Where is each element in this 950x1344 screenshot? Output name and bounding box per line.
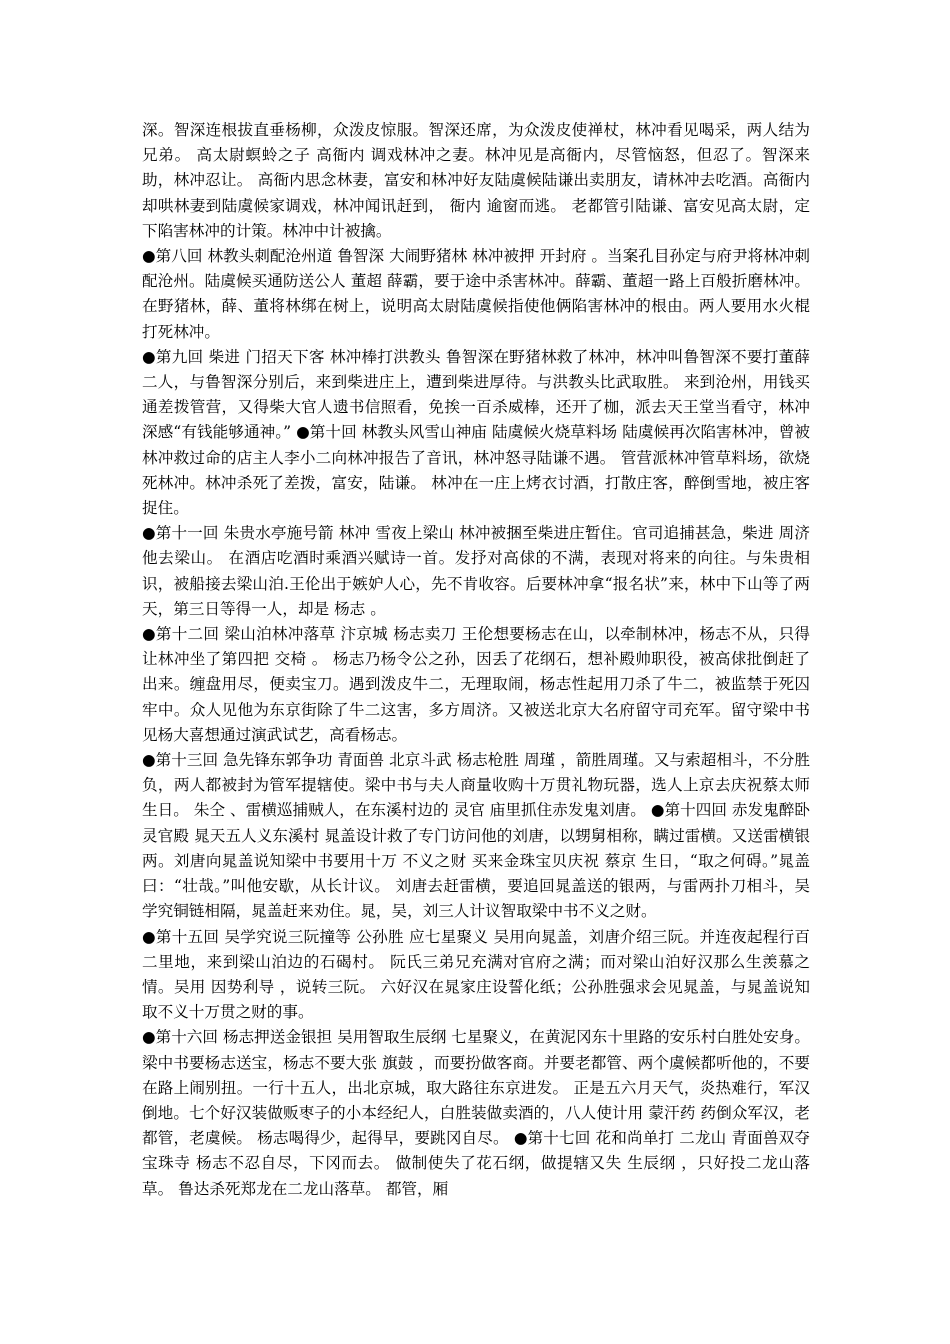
- paragraph-chapter-13-14: ●第十三回 急先锋东郭争功 青面兽 北京斗武 杨志枪胜 周瑾 ，箭胜周瑾。又与索超相斗，不分胜负，两人都被封为管军提辖使。梁中书与夫人商量收购十万贯礼物玩器，选人上京去庆祝蔡太师生日。 朱仝 、雷横巡捕贼人，在东溪村边的 灵官 庙里抓住赤发鬼刘唐。 ●第十四回 赤发鬼醉卧灵官殿 晁天五人义东溪村 晁盖设计救了专门访问他的刘唐，以甥舅相称，瞒过雷横。又送雷横银两。刘唐向晁盖说知梁中书要用十万 不义之财 买来金珠宝贝庆祝 蔡京 生日，“取之何碍。”晁盖曰：“壮哉。”叫他安歇，从长计议。 刘唐去赶雷横，要追回晁盖送的银两，与雷两扑刀相斗，吴学究铜链相隔，晁盖赶来劝住。晁，吴，刘三人计议智取梁中书不义之财。: [142, 751, 810, 921]
- paragraph-continuation: 深。智深连根拔直垂杨柳，众泼皮惊服。智深还席，为众泼皮使禅杖，林冲看见喝采，两人结为兄弟。 高太尉螟蛉之子 高衙内 调戏林冲之妻。林冲见是高衙内，尽管恼怒，但忍了。智深来助，林冲忍让。 高衙内思念林妻，富安和林冲好友陆虞候陆谦出卖朋友，请林冲去吃酒。高衙内却哄林妻到陆虞候家调戏，林冲闻讯赶到， 衙内 逾窗而逃。 老都管引陆谦、富安见高太尉，定下陷害林冲的计策。林冲中计被擒。: [142, 121, 810, 240]
- paragraph-chapter-16-17: ●第十六回 杨志押送金银担 吴用智取生辰纲 七星聚义，在黄泥冈东十里路的安乐村白胜处安身。 梁中书要杨志送宝，杨志不要大张 旗鼓 ，而要扮做客商。并要老都管、两个虞候都听他的，不要在路上闹别扭。一行十五人，出北京城，取大路往东京进发。 正是五六月天气，炎热难行，军汉倒地。七个好汉装做贩枣子的小本经纪人，白胜装做卖酒的，八人使计用 蒙汗药 药倒众军汉，老都管，老虞候。 杨志喝得少，起得早，要跳冈自尽。 ●第十七回 花和尚单打 二龙山 青面兽双夺宝珠寺 杨志不忍自尽，下冈而去。 做制使失了花石纲，做提辖又失 生辰纲 ，只好投二龙山落草。 鲁达杀死郑龙在二龙山落草。 都管，厢: [142, 1028, 810, 1198]
- paragraph-chapter-11: ●第十一回 朱贵水亭施号箭 林冲 雪夜上梁山 林冲被捆至柴进庄暂住。官司追捕甚急，柴进 周济 他去梁山。 在酒店吃酒时乘酒兴赋诗一首。发抒对高俅的不满，表现对将来的向往。与朱贵相识，被船接去梁山泊.王伦出于嫉妒人心，先不肯收容。后要林冲拿“报名状”来，林中下山等了两天，第三日等得一人，却是 杨志 。: [142, 524, 810, 618]
- document-page: [142, 118, 810, 1202]
- paragraph-chapter-12: ●第十二回 梁山泊林冲落草 汴京城 杨志卖刀 王伦想要杨志在山，以牵制林冲，杨志不从，只得让林冲坐了第四把 交椅 。 杨志乃杨令公之孙，因丢了花纲石，想补殿帅职役，被高俅批倒赶了出来。缠盘用尽，便卖宝刀。遇到泼皮牛二，无理取闹，杨志性起用刀杀了牛二，被监禁于死囚牢中。众人见他为东京街除了牛二这害，多方周济。又被送北京大名府留守司充军。留守梁中书见杨大喜想通过演武试艺，高看杨志。: [142, 625, 810, 744]
- paragraph-chapter-15: ●第十五回 吴学究说三阮撞等 公孙胜 应七星聚义 吴用向晁盖，刘唐介绍三阮。并连夜起程行百二里地，来到梁山泊边的石碣村。 阮氏三弟兄充满对官府之满；而对梁山泊好汉那么生羡慕之情。吴用 因势利导 ，说转三阮。 六好汉在晁家庄设誓化纸；公孙胜强求会见晁盖，与晁盖说知取不义十万贯之财的事。: [142, 927, 810, 1022]
- paragraph-chapter-9-10: ●第九回 柴进 门招天下客 林冲棒打洪教头 鲁智深在野猪林救了林冲，林冲叫鲁智深不要打董薛二人，与鲁智深分别后，来到柴进庄上，遭到柴进厚待。与洪教头比武取胜。 来到沧州，用钱买通差拨管营，又得柴大官人遗书信照看，免挨一百杀威棒，还开了枷，派去天王堂当看守，林冲深感“有钱能够通神。” ●第十回 林教头风雪山神庙 陆虞候火烧草料场 陆虞候再次陷害林冲，曾被林冲救过命的店主人李小二向林冲报告了音讯，林冲怒寻陆谦不遇。 管营派林冲管草料场，欲烧死林冲。林冲杀死了差拨，富安，陆谦。 林冲在一庄上烤衣讨酒，打散庄客，醉倒雪地，被庄客捉住。: [142, 347, 810, 518]
- paragraph-chapter-8: ●第八回 林教头刺配沧州道 鲁智深 大闹野猪林 林冲被押 开封府 。当案孔目孙定与府尹将林冲刺配沧州。陆虞候买通防送公人 董超 薛霸，要于途中杀害林冲。薛霸、董超一路上百般折磨林冲。在野猪林，薛、董将林绑在树上，说明高太尉陆虞候指使他俩陷害林冲的根由。两人要用水火棍打死林冲。: [142, 247, 810, 341]
